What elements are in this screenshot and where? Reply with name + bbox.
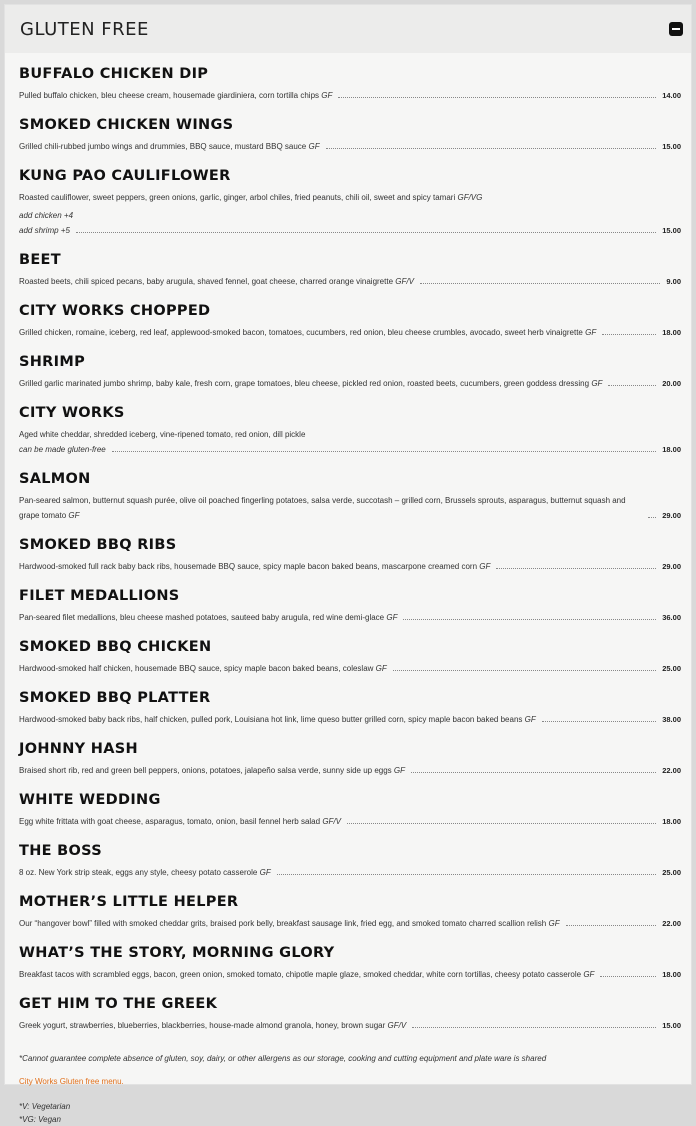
menu-item-name: CITY WORKS [19,405,125,421]
menu-item-name: SMOKED CHICKEN WINGS [19,117,234,133]
menu-footer [5,1046,691,1126]
leader-dots [602,334,656,335]
menu-item-description [19,763,405,778]
leader-dots [393,670,656,671]
menu-item-description-text: Braised short rib, red and green bell peppers, onions, potatoes, jalapeño salsa verde, sunny side up eggs [19,766,392,775]
menu-item-description [19,139,320,154]
allergen-disclaimer: *Cannot guarantee complete absence of gluten, soy, dairy, or other allergens as our storage, cooking and cutting equipment and plate ware is shared [19,1054,547,1063]
menu-item-price-row [19,559,681,574]
section-title: GLUTEN FREE [20,18,149,40]
menu-item [19,638,681,676]
menu-item-description [19,865,271,880]
menu-item-price: 29.00 [662,562,681,571]
menu-item-description-text: Hardwood-smoked half chicken, housemade BBQ sauce, spicy maple bacon baked beans, coleslaw [19,664,374,673]
gluten-free-menu-link[interactable]: City Works Gluten free menu. [19,1077,124,1086]
menu-item-price-row [19,814,681,829]
menu-item-price-row [19,1018,681,1033]
leader-dots [277,874,657,875]
menu-item-name: SMOKED BBQ PLATTER [19,690,211,706]
dietary-tag: GF [386,613,398,622]
menu-item-name: WHAT’S THE STORY, MORNING GLORY [19,945,335,961]
menu-item-description-text: Pan-seared filet medallions, bleu cheese mashed potatoes, sauteed baby arugula, red wine demi-glace [19,613,385,622]
menu-item-description [19,967,594,982]
menu-item-price-row [19,763,681,778]
menu-item-description-text: Aged white cheddar, shredded iceberg, vine-ripened tomato, red onion, dill pickle [19,430,306,439]
menu-item [19,995,681,1033]
menu-item [19,116,681,154]
leader-dots [420,283,660,284]
menu-item [19,791,681,829]
menu-item-price: 15.00 [662,142,681,151]
collapse-minus-icon[interactable] [669,22,683,36]
leader-dots [403,619,656,620]
menu-item-name: SALMON [19,471,91,487]
menu-item-price: 14.00 [662,91,681,100]
menu-item-price: 36.00 [662,613,681,622]
menu-item-description-text: Grilled garlic marinated jumbo shrimp, baby kale, fresh corn, grape tomatoes, bleu cheese, pickled red onion, roasted beets, cucumbers, green goddess dressing [19,379,590,388]
menu-item-description [19,88,332,103]
menu-item-price: 18.00 [662,970,681,979]
menu-item [19,587,681,625]
menu-item-price-row [19,376,681,391]
menu-item-name: CITY WORKS CHOPPED [19,303,211,319]
menu-item-price-row [19,442,681,457]
menu-item-name: KUNG PAO CAULIFLOWER [19,168,231,184]
leader-dots [648,517,656,518]
menu-item-description [19,712,536,727]
menu-item-description-text: Egg white frittata with goat cheese, asparagus, tomato, onion, basil fennel herb salad [19,817,321,826]
menu-item-price-row [19,712,681,727]
menu-item-price-row [19,88,681,103]
leader-dots [76,232,656,233]
dietary-tag: GF [479,562,491,571]
menu-item-price-row [19,139,681,154]
menu-item-description [19,427,681,442]
menu-item-description [19,274,414,289]
dietary-tag: GF [524,715,536,724]
leader-dots [566,925,657,926]
menu-item [19,167,681,238]
menu-item-description-text: Pan-seared salmon, butternut squash purée, olive oil poached fingerling potatoes, salsa verde, succotash – grilled corn, Brussels sprouts, asparagus, butternut squash and grape tomato [19,496,626,520]
menu-item-price-row [19,610,681,625]
leader-dots [608,385,656,386]
menu-item-description-text: Grilled chili-rubbed jumbo wings and drummies, BBQ sauce, mustard BBQ sauce [19,142,307,151]
menu-item-name: SHRIMP [19,354,85,370]
dietary-tag: GF [308,142,320,151]
menu-item-name: GET HIM TO THE GREEK [19,996,218,1012]
dietary-tag: GF/V [395,277,414,286]
leader-dots [600,976,656,977]
section-header[interactable] [5,5,691,53]
menu-item-description [19,661,387,676]
menu-item-description-text: Roasted beets, chili spiced pecans, baby arugula, shaved fennel, goat cheese, charred orange vinaigrette [19,277,394,286]
menu-item-description [19,1018,406,1033]
legend-vegetarian: *V: Vegetarian [19,1102,71,1111]
menu-item-price-row [19,661,681,676]
menu-item-description [19,190,681,205]
menu-item-price-row [19,493,681,523]
menu-item-name: MOTHER’S LITTLE HELPER [19,894,239,910]
menu-item-addon: add shrimp +5 [19,226,70,235]
menu-item-price-row [19,274,681,289]
menu-item-description-text: Hardwood-smoked baby back ribs, half chicken, pulled pork, Louisiana hot link, lime queso butter grilled corn, spicy maple bacon baked beans [19,715,523,724]
menu-item [19,893,681,931]
menu-item [19,470,681,523]
leader-dots [542,721,656,722]
menu-item-price: 38.00 [662,715,681,724]
menu-item-description-text: 8 oz. New York strip steak, eggs any style, cheesy potato casserole [19,868,258,877]
menu-item-description-text: Greek yogurt, strawberries, blueberries, blackberries, house-made almond granola, honey, brown sugar [19,1021,386,1030]
menu-item-addon: add chicken +4 [19,211,74,220]
menu-item-name: SMOKED BBQ RIBS [19,537,177,553]
menu-item-price: 18.00 [662,817,681,826]
leader-dots [338,97,656,98]
menu-item [19,404,681,457]
menu-item-name: THE BOSS [19,843,102,859]
menu-item-description-text: Breakfast tacos with scrambled eggs, bacon, green onion, smoked tomato, chipotle maple glaze, smoked cheddar, white corn tortillas, cheesy potato casserole [19,970,582,979]
menu-item-price-row [19,325,681,340]
menu-item-price: 15.00 [662,1021,681,1030]
menu-item [19,302,681,340]
menu-item-description [19,916,560,931]
dietary-tag: GF [591,379,603,388]
menu-item-price: 22.00 [662,766,681,775]
dietary-tag: GF [548,919,560,928]
menu-item-price: 9.00 [666,277,681,286]
menu-item-description-text: Grilled chicken, romaine, iceberg, red leaf, applewood-smoked bacon, tomatoes, cucumbers, red onion, bleu cheese crumbles, avocado, sweet herb vinaigrette [19,328,583,337]
menu-item-description-text: Hardwood-smoked full rack baby back ribs, housemade BBQ sauce, spicy maple bacon baked beans, mascarpone creamed corn [19,562,478,571]
menu-item-price: 25.00 [662,664,681,673]
menu-item-description-text: Pulled buffalo chicken, bleu cheese cream, housemade giardiniera, corn tortilla chips [19,91,320,100]
menu-item-price: 15.00 [662,226,681,235]
menu-item [19,536,681,574]
dietary-tag: GF [583,970,595,979]
menu-item-name: FILET MEDALLIONS [19,588,180,604]
menu-item-price-row [19,916,681,931]
leader-dots [496,568,656,569]
dietary-tag: GF [393,766,406,775]
menu-item-price-row [19,865,681,880]
menu-item [19,740,681,778]
menu-item-description [19,493,642,523]
menu-item [19,353,681,391]
menu-item-price: 22.00 [662,919,681,928]
menu-item-price: 29.00 [662,511,681,520]
menu-item-description [19,376,602,391]
leader-dots [347,823,656,824]
dietary-tag: GF [259,868,271,877]
menu-item [19,65,681,103]
menu-item [19,251,681,289]
leader-dots [112,451,656,452]
dietary-tag: GF/V [322,817,341,826]
leader-dots [411,772,656,773]
menu-item-description [19,814,341,829]
menu-item-price-row [19,967,681,982]
menu-items-list [5,53,691,1033]
menu-item-description-text: Roasted cauliflower, sweet peppers, green onions, garlic, ginger, arbol chiles, fried peanuts, chili oil, sweet and spicy tamari [19,193,456,202]
menu-item [19,944,681,982]
dietary-tag: GF [68,511,80,520]
dietary-tag: GF [375,664,387,673]
dietary-tag: GF/VG [457,193,483,202]
menu-item-name: BUFFALO CHICKEN DIP [19,66,209,82]
dietary-tag: GF [585,328,597,337]
menu-item-price: 20.00 [662,379,681,388]
menu-item-description [19,610,397,625]
menu-item-name: WHITE WEDDING [19,792,161,808]
dietary-tag: GF [321,91,333,100]
menu-item-description [19,325,596,340]
menu-panel [4,4,692,1124]
menu-item-name: JOHNNY HASH [19,741,138,757]
dietary-tag: GF/V [387,1021,407,1030]
menu-item [19,689,681,727]
menu-item-name: SMOKED BBQ CHICKEN [19,639,212,655]
menu-item-price: 18.00 [662,328,681,337]
leader-dots [412,1027,656,1028]
menu-item-description [19,559,490,574]
menu-item [19,842,681,880]
menu-item-description-text: Our “hangover bowl” filled with smoked cheddar grits, braised pork belly, breakfast sausage link, fried egg, and smoked tomato charred scallion relish [19,919,547,928]
menu-item-price-row [19,223,681,238]
menu-item-price: 18.00 [662,445,681,454]
leader-dots [326,148,657,149]
legend-vegan: *VG: Vegan [19,1115,61,1124]
menu-item-addon-row [19,205,681,223]
menu-item-addon: can be made gluten-free [19,445,106,454]
menu-item-price: 25.00 [662,868,681,877]
menu-item-name: BEET [19,252,61,268]
